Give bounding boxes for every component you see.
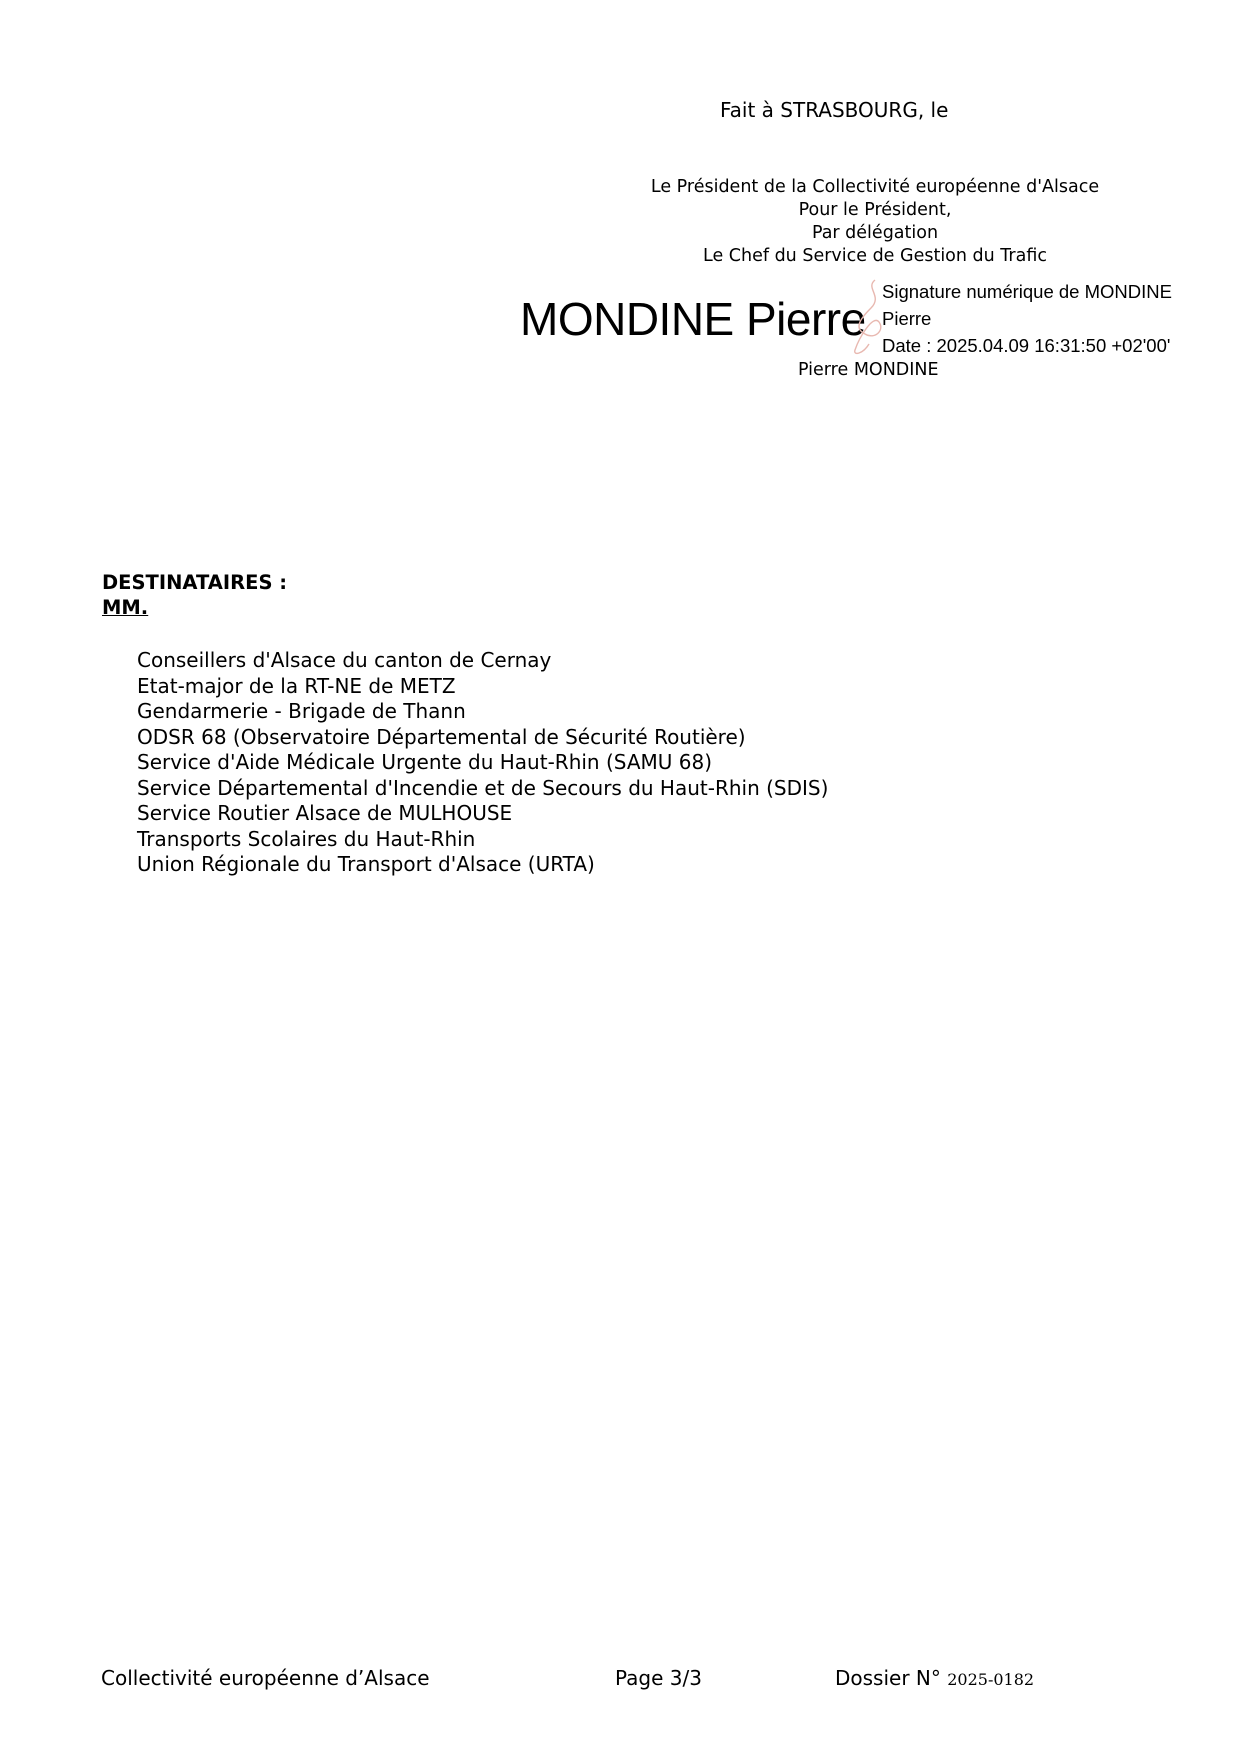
footer-dossier	[835, 1666, 1034, 1690]
authority-line: Le Président de la Collectivité européenne d'Alsace	[650, 177, 1100, 197]
recipients-heading: DESTINATAIRES :	[102, 571, 288, 594]
recipients-header	[102, 570, 287, 620]
dossier-number: 2025-0182	[947, 1670, 1035, 1689]
signature-info	[882, 278, 1172, 359]
list-item: Transports Scolaires du Haut-Rhin	[137, 826, 476, 851]
signature-info-line: Pierre	[882, 308, 932, 329]
signature-info-line: Signature numérique de MONDINE	[882, 281, 1172, 302]
list-item: ODSR 68 (Observatoire Départemental de Sécurité Routière)	[137, 724, 746, 749]
list-item: Gendarmerie - Brigade de Thann	[137, 699, 466, 723]
list-item: Union Régionale du Transport d'Alsace (URTA)	[137, 852, 595, 876]
recipients-salutation: MM.	[102, 596, 149, 619]
list-item: Service Départemental d'Incendie et de Secours du Haut-Rhin (SDIS)	[137, 775, 829, 800]
signature-name: MONDINE Pierre	[520, 293, 866, 345]
list-item: Service Routier Alsace de MULHOUSE	[137, 801, 513, 825]
footer-organization: Collectivité européenne d’Alsace	[101, 1666, 430, 1690]
signatory-authority	[560, 176, 1190, 268]
printed-signatory-name: Pierre MONDINE	[798, 360, 939, 380]
authority-line: Pour le Président,	[798, 200, 952, 220]
place-date: Fait à STRASBOURG, le	[720, 98, 949, 122]
recipient-list	[137, 648, 828, 878]
authority-line: Le Chef du Service de Gestion du Trafic	[703, 246, 1047, 266]
list-item: Conseillers d'Alsace du canton de Cernay	[137, 648, 552, 672]
authority-line: Par délégation	[811, 223, 939, 243]
list-item: Service d'Aide Médicale Urgente du Haut-Rhin (SAMU 68)	[137, 750, 713, 774]
dossier-label: Dossier N°	[835, 1666, 941, 1690]
signature-date: Date : 2025.04.09 16:31:50 +02'00'	[882, 335, 1171, 356]
list-item: Etat-major de la RT-NE de METZ	[137, 673, 456, 698]
footer-page-number: Page 3/3	[615, 1666, 702, 1690]
